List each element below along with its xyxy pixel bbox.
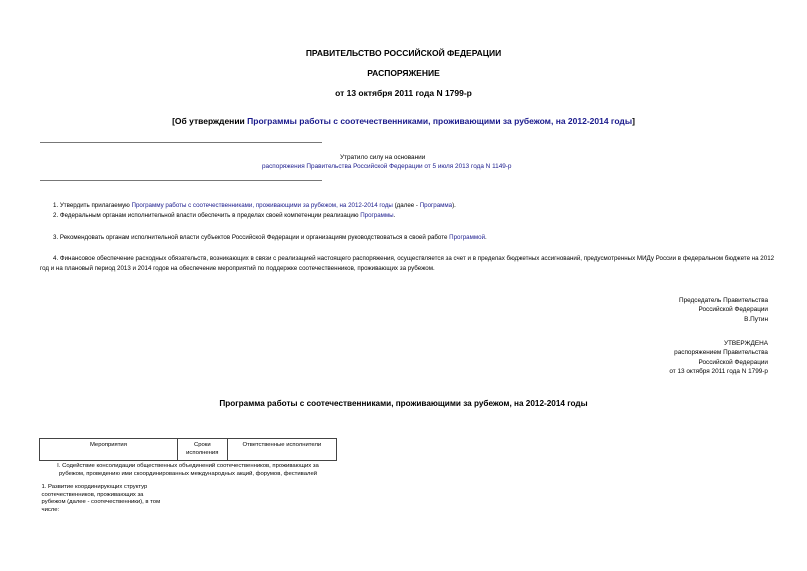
paragraph-3 [40, 233, 775, 243]
repeal-note-link[interactable]: распоряжения Правительства Российской Федерации от 5 июля 2013 года N 1149-р [262, 163, 512, 170]
deadline-cell [177, 480, 227, 515]
activity-cell: 1. Развитие координирующих структур соотечественников, проживающих за рубежом (далее - соотечественники), в том числе: [41, 484, 161, 513]
divider-bottom [40, 180, 322, 181]
repeal-note-label: Утратило силу на основании [340, 154, 426, 161]
signature-country: Российской Федерации [698, 306, 768, 314]
document-title [0, 116, 807, 126]
column-header-deadlines: Сроки исполнения [177, 439, 227, 461]
paragraph-4: 4. Финансовое обеспечение расходных обязательств, возникающих в связи с реализацией настоящего распоряжения, осуществляется за счет и в пределах бюджетных ассигнований, предусмотренных МИДу России в федеральном бюджете на 2012 год и на плановый период 2013 и 2014 годов на обеспечение мероприятий по поддержке соотечественников, проживающих за рубежом. [40, 255, 775, 272]
document-type: РАСПОРЯЖЕНИЕ [367, 68, 440, 78]
p2-text-b: . [393, 212, 396, 219]
paragraph-2 [40, 211, 775, 221]
section-heading: I. Содействие консолидации общественных объединений соотечественников, проживающих за рубежом, проведению ими скоординированных международных акций, форумов, фестивалей [57, 463, 319, 477]
p3-program-link[interactable]: Программой [449, 234, 486, 241]
title-suffix: ] [632, 116, 635, 126]
approval-country: Российской Федерации [698, 358, 768, 366]
signature-block [560, 296, 768, 324]
approval-block [560, 339, 768, 377]
executor-cell [227, 480, 336, 515]
table-row [40, 480, 337, 515]
approval-heading: УТВЕРЖДЕНА [723, 340, 768, 347]
p2-text-a: 2. Федеральным органам исполнительной власти обеспечить в пределах своей компетенции реализацию [53, 212, 361, 219]
p1-text-a: 1. Утвердить прилагаемую [53, 202, 132, 209]
p3-text-a: 3. Рекомендовать органам исполнительной власти субъектов Российской Федерации и организациям руководствоваться в своей работе [53, 234, 450, 241]
government-heading: ПРАВИТЕЛЬСТВО РОССИЙСКОЙ ФЕДЕРАЦИИ [305, 48, 502, 58]
p1-program-short-link[interactable]: Программа [419, 202, 453, 209]
program-table [39, 438, 337, 516]
column-header-executors: Ответственные исполнители [227, 439, 336, 461]
p3-text-b: . [485, 234, 487, 241]
divider-top [40, 142, 322, 143]
column-header-activities: Мероприятия [40, 439, 178, 461]
p1-text-c: ). [452, 202, 456, 209]
signature-position: Председатель Правительства [679, 297, 768, 304]
approval-date: от 13 октября 2011 года N 1799-р [669, 368, 768, 376]
p1-text-b: (далее - [392, 202, 420, 209]
p1-program-link[interactable]: Программу работы с соотечественниками, проживающими за рубежом, на 2012-2014 годы [131, 202, 393, 209]
p2-program-link[interactable]: Программы [360, 212, 394, 219]
title-prefix: [Об утверждении [172, 116, 248, 126]
approval-order: распоряжением Правительства [674, 349, 768, 357]
signature-name: В.Путин [744, 315, 768, 323]
document-date-number: от 13 октября 2011 года N 1799-р [335, 88, 472, 98]
table-header-row [40, 439, 337, 461]
program-title: Программа работы с соотечественниками, проживающими за рубежом, на 2012-2014 годы [219, 399, 588, 408]
table-section-row [40, 461, 337, 481]
paragraph-1 [40, 201, 775, 211]
title-program-link[interactable]: Программы работы с соотечественниками, проживающими за рубежом, на 2012-2014 годы [247, 116, 633, 126]
